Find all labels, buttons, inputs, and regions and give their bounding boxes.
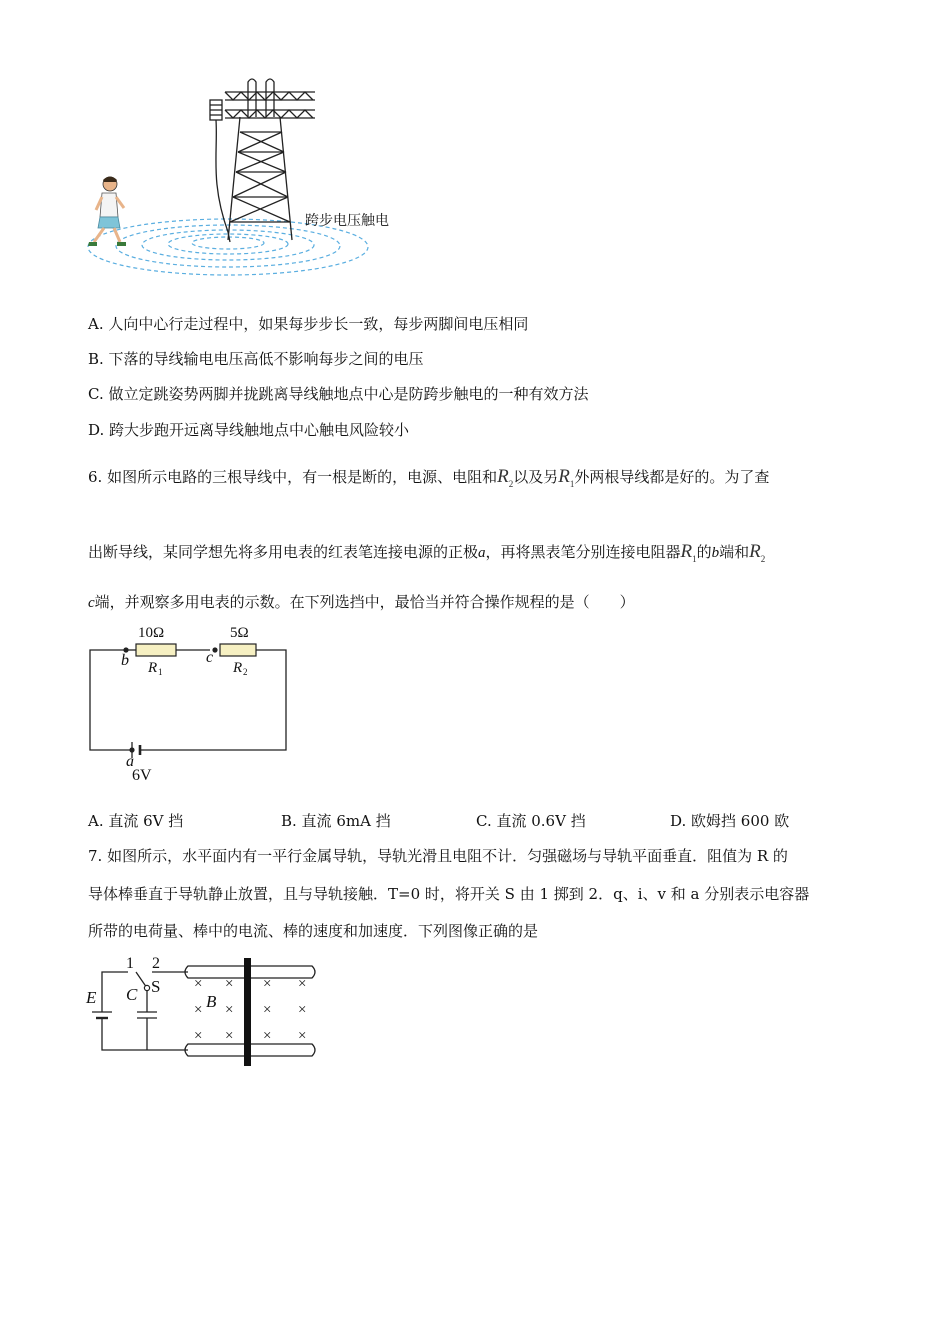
svg-text:×: × xyxy=(298,976,307,992)
svg-text:×: × xyxy=(194,976,203,992)
q6-option-a: A. 直流 6V 挡 xyxy=(88,812,184,830)
q5-option-c: C. 做立定跳姿势两脚并拢跳离导线触地点中心是防跨步触电的一种有效方法 xyxy=(88,385,589,403)
r1-label-sub: 1 xyxy=(158,667,163,677)
svg-text:×: × xyxy=(263,1028,272,1044)
q5-option-b: B. 下落的导线输电电压高低不影响每步之间的电压 xyxy=(88,350,424,368)
step-voltage-figure xyxy=(80,72,410,282)
r1-symbol: $R_1$ xyxy=(680,541,697,564)
switch-position-2: 2 xyxy=(152,955,160,972)
node-a xyxy=(129,747,134,752)
q7-stem-line-2: 导体棒垂直于导轨静止放置，且与导轨接触．T=0 时，将开关 S 由 1 掷到 2．q、i、v 和 a 分别表示电容器 xyxy=(88,885,810,903)
q7-rail-circuit-figure xyxy=(80,950,330,1070)
q6-stem-line-3: c端，并观察多用电表的示数。在下列选挡中，最恰当并符合操作规程的是（ ） xyxy=(88,593,635,611)
circuit-wire-right xyxy=(144,650,286,750)
node-b-label: b xyxy=(121,652,129,669)
svg-text:×: × xyxy=(263,976,272,992)
figure-caption: 跨步电压触电 xyxy=(305,213,389,229)
r1-symbol: $R_1$ xyxy=(558,466,575,489)
svg-text:×: × xyxy=(225,976,234,992)
r2-value: 5Ω xyxy=(230,625,249,641)
transmission-tower xyxy=(210,79,315,242)
q6-option-b: B. 直流 6mA 挡 xyxy=(281,812,391,830)
svg-text:×: × xyxy=(194,1028,203,1044)
svg-text:×: × xyxy=(194,1002,203,1018)
battery-voltage: 6V xyxy=(132,767,152,784)
r2-symbol: $R_2$ xyxy=(749,541,766,564)
q7-stem-line-1: 7. 如图所示，水平面内有一平行金属导轨，导轨光滑且电阻不计．匀强磁场与导轨平面垂直．阻值为 R 的 xyxy=(88,847,788,865)
resistor-r1 xyxy=(136,644,176,656)
r2-symbol: $R_2$ xyxy=(497,466,514,489)
node-a-label: a xyxy=(126,753,134,770)
svg-text:×: × xyxy=(298,1002,307,1018)
svg-text:×: × xyxy=(263,1002,272,1018)
svg-text:×: × xyxy=(225,1028,234,1044)
svg-text:×: × xyxy=(225,1002,234,1018)
q5-option-d: D. 跨大步跑开远离导线触地点中心触电风险较小 xyxy=(88,421,410,439)
q6-circuit-figure xyxy=(80,618,300,786)
q6-option-c: C. 直流 0.6V 挡 xyxy=(476,812,586,830)
resistor-r2 xyxy=(220,644,256,656)
r1-value: 10Ω xyxy=(138,625,165,641)
r2-label: R xyxy=(233,660,243,676)
walking-person xyxy=(88,177,126,247)
r2-label-sub: 2 xyxy=(243,667,248,677)
conductor-bar xyxy=(244,958,251,1066)
switch-position-1: 1 xyxy=(126,955,134,972)
node-c xyxy=(212,647,217,652)
q7-stem-line-3: 所带的电荷量、棒中的电流、棒的速度和加速度．下列图像正确的是 xyxy=(88,922,539,940)
q6-stem-line-1: 6. 如图所示电路的三根导线中，有一根是断的，电源、电阻和$R_2$以及另$R_1$外两根导线都是好的。为了查 xyxy=(88,466,770,489)
q5-option-a: A. 人向中心行走过程中，如果每步步长一致，每步两脚间电压相同 xyxy=(88,315,529,333)
capacitor-c-label: C xyxy=(126,985,138,1004)
switch-s-label: S xyxy=(151,977,161,996)
node-c-label: c xyxy=(206,649,214,666)
q6-stem-line-2: 出断导线，某同学想先将多用电表的红表笔连接电源的正极a，再将黑表笔分别连接电阻器$R_1$的b端和$R_2$ xyxy=(88,541,766,564)
q6-option-d: D. 欧姆挡 600 欧 xyxy=(670,812,790,830)
svg-text:×: × xyxy=(298,1028,307,1044)
battery-e-label: E xyxy=(86,988,97,1007)
wire-to-battery xyxy=(102,972,128,1012)
r1-label: R xyxy=(148,660,158,676)
field-b-label: B xyxy=(206,992,217,1011)
switch-pivot xyxy=(144,985,149,990)
